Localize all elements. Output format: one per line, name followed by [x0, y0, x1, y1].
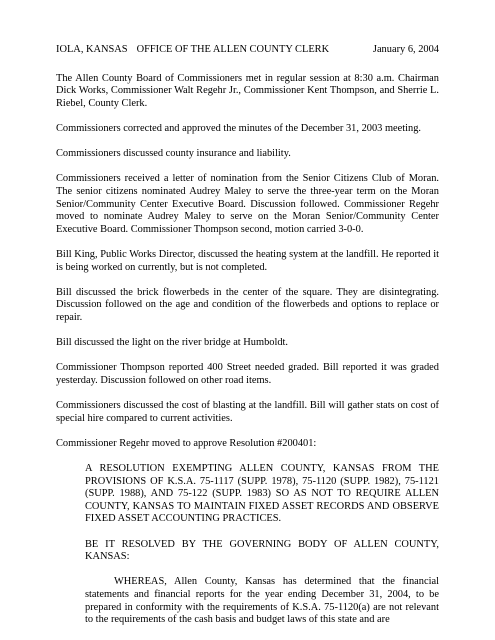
document-page — [56, 44, 439, 639]
paragraph-road-grading: Commissioner Thompson reported 400 Street needed graded. Bill reported it was graded yesterday. Discussion followed on other road items. — [56, 362, 439, 386]
document-header — [56, 44, 439, 57]
paragraph-meeting-attendance: The Allen County Board of Commissioners met in regular session at 8:30 a.m. Chairman Dick Works, Commissioner Walt Regehr Jr., Commissioner Kent Thompson, and Sherrie L. Riebel, County Clerk. — [56, 72, 439, 109]
resolution-title: A RESOLUTION EXEMPTING ALLEN COUNTY, KANSAS FROM THE PROVISIONS OF K.S.A. 75-1117 (SUPP. 1978), 75-1120 (SUPP. 1982), 75-1121 (SUPP. 1988), AND 75-122 (SUPP. 1983) SO AS NOT TO REQUIRE ALLEN COUNTY, KANSAS TO MAINTAIN FIXED ASSET RECORDS AND OBSERVE FIXED ASSET ACCOUNTING PRACTICES. — [85, 463, 439, 525]
paragraph-insurance: Commissioners discussed county insurance and liability. — [56, 148, 291, 160]
paragraph-flowerbeds: Bill discussed the brick flowerbeds in the center of the square. They are disintegrating. Discussion followed on the age and condition of the flowerbeds and options to replace or repair. — [56, 286, 439, 323]
paragraph-resolution-motion: Commissioner Regehr moved to approve Resolution #200401: — [56, 437, 317, 449]
header-date: January 6, 2004 — [372, 44, 439, 55]
paragraph-heating-system: Bill King, Public Works Director, discussed the heating system at the landfill. He reported it is being worked on currently, but is not completed. — [56, 248, 439, 273]
resolution-block — [85, 463, 439, 627]
paragraph-nomination: Commissioners received a letter of nomination from the Senior Citizens Club of Moran. The senior citizens nominated Audrey Maley to serve the three-year term on the Moran Senior/Community Center Executive Board. Discussion followed. Commissioner Regehr moved to nominate Audrey Maley to serve on the Moran Senior/Community Center Executive Board. Commissioner Thompson second, motion carried 3-0-0. — [56, 173, 439, 235]
resolution-resolved: BE IT RESOLVED BY THE GOVERNING BODY OF ALLEN COUNTY, KANSAS: — [85, 538, 439, 563]
header-office: OFFICE OF THE ALLEN COUNTY CLERK — [136, 44, 330, 55]
paragraph-minutes-approved: Commissioners corrected and approved the minutes of the December 31, 2003 meeting. — [56, 122, 422, 134]
header-place: IOLA, KANSAS — [56, 44, 128, 55]
paragraph-blasting: Commissioners discussed the cost of blasting at the landfill. Bill will gather stats on cost of special hire compared to current activities. — [56, 400, 439, 424]
paragraph-bridge-light: Bill discussed the light on the river bridge at Humboldt. — [56, 337, 289, 349]
resolution-whereas: WHEREAS, Allen County, Kansas has determined that the financial statements and financial reports for the year ending December 31, 2004, to be prepared in conformity with the requirements of K.S.A. 75-1120(a) are not relevant to the requirements of the cash basis and budget laws of this state and are — [85, 576, 439, 626]
